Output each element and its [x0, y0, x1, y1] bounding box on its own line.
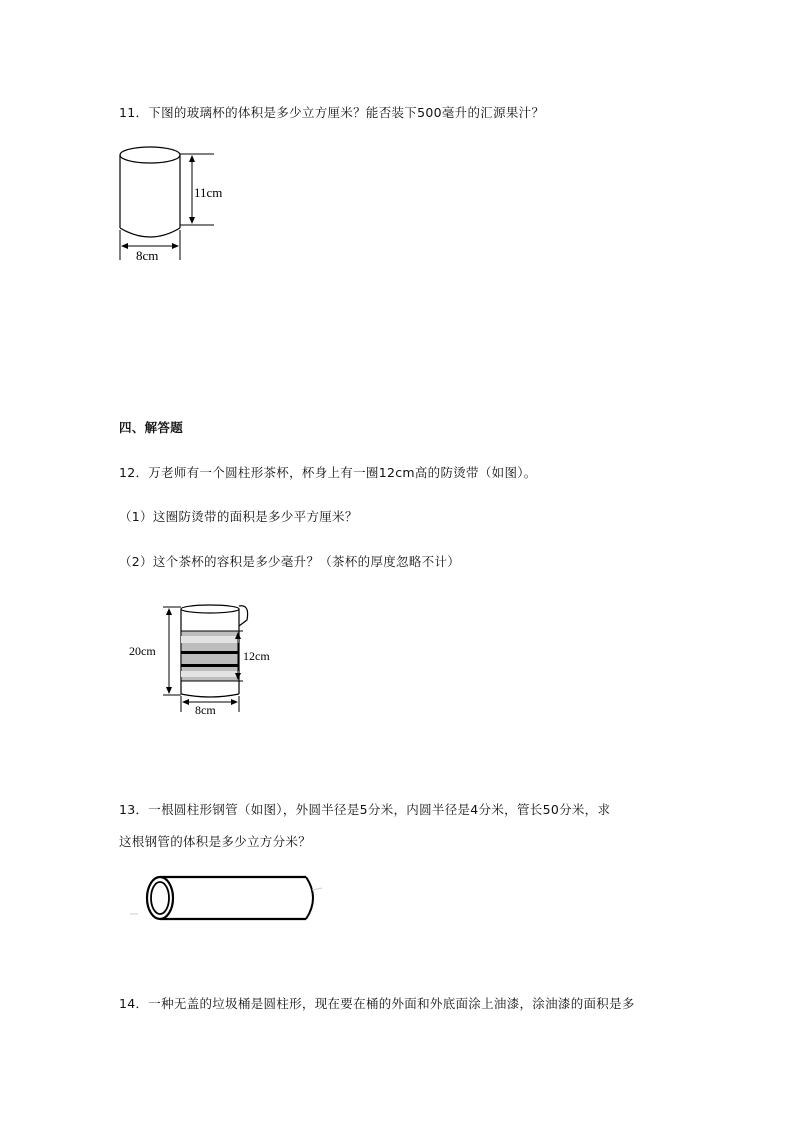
q11-diameter-label: 8cm [136, 248, 159, 263]
q13-line1: 13．一根圆柱形钢管（如图），外圆半径是5分米，内圆半径是4分米，管长50分米，求 [119, 802, 611, 817]
q12-sub2: （2）这个茶杯的容积是多少毫升？（茶杯的厚度忽略不计） [119, 554, 461, 569]
q12-sub1: （1）这圈防烫带的面积是多少平方厘米？ [119, 509, 358, 524]
section-title: 四、解答题 [119, 420, 184, 435]
q14-text: 14．一种无盖的垃圾桶是圆柱形，现在要在桶的外面和外底面涂上油漆，涂油漆的面积是多 [119, 996, 635, 1011]
q11-height-label: 11cm [194, 185, 223, 200]
q11-cylinder-figure [110, 140, 250, 269]
q12-diameter-label: 8cm [195, 703, 216, 717]
q13-steel-pipe-figure [122, 868, 332, 934]
cylinder-top [120, 147, 180, 163]
q13-line2: 这根钢管的体积是多少立方分米？ [119, 834, 312, 849]
pipe-inner-circle [151, 882, 169, 914]
q11-text: 11．下图的玻璃杯的体积是多少立方厘米？能否装下500毫升的汇源果汁？ [119, 105, 545, 120]
q12-teacup-figure [125, 598, 285, 722]
q12-text: 12．万老师有一个圆柱形茶杯，杯身上有一圈12cm高的防烫带（如图）。 [119, 465, 537, 480]
q12-band-height-label: 12cm [243, 649, 270, 663]
q12-total-height-label: 20cm [129, 644, 156, 658]
